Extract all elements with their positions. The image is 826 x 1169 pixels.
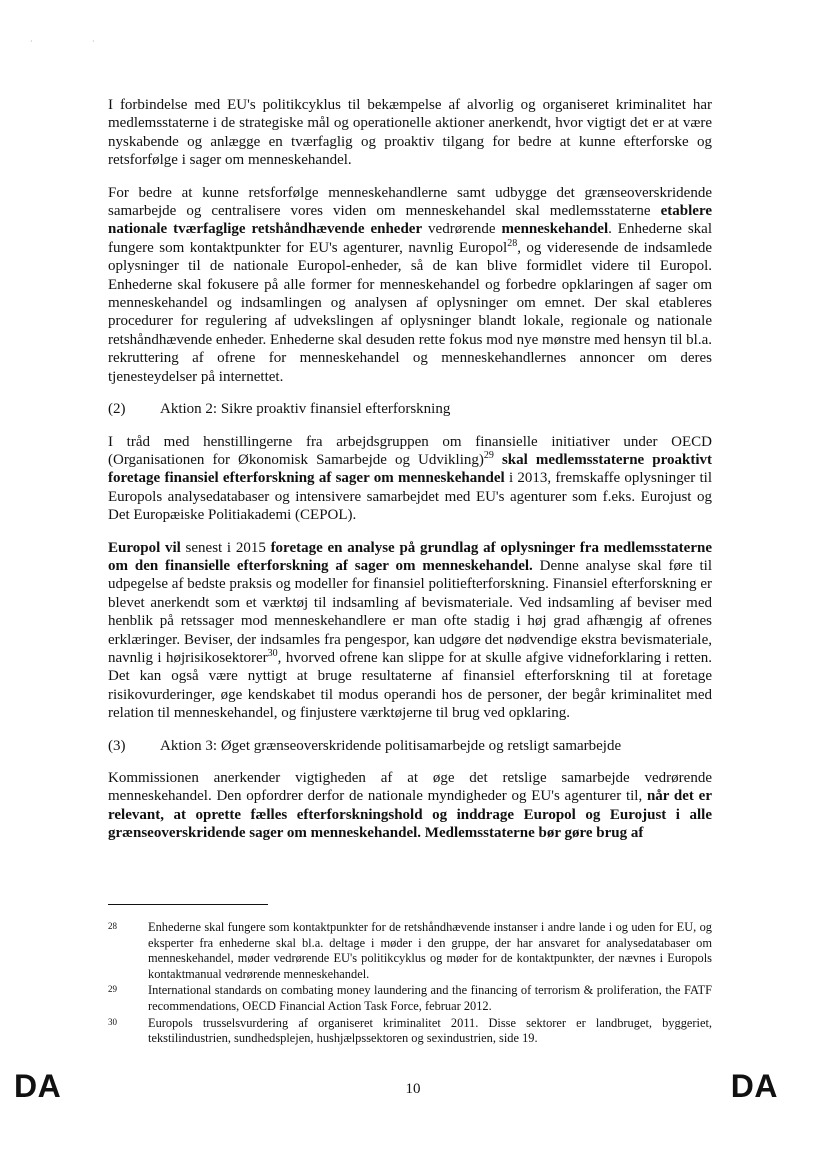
language-code-left: DA	[14, 1068, 62, 1104]
page-number: 10	[405, 1081, 421, 1097]
paragraph-4: Europol vil senest i 2015 foretage en analyse på grundlag af oplysninger fra medlemsstaterne om den finansielle efterforskning af sager om menneskehandel. Denne analyse skal føre til udpegelse af bedste praksis og modeller for finansiel politiefterforskning. Finansiel efterforskning er blevet anerkendt som et værktøj til indsamling af bevismateriale. Ved indsamling af beviser med henblik på retssager mod menneskehandlere er man ofte stadig i høj grad afhængig af ofrenes erklæringer. Beviser, der indsamles fra pengespor, kan udgøre det nødvendige ekstra bevismateriale, navnlig i højrisikosektorer$^{30}$, hvorved ofrene kan slippe for at skulle afgive vidneforklaring i retten. Det kan også være nyttigt at bruge resultaterne af finansiel efterforskning til at foretage risikovurderinger, øge kendskabet til modus operandi hos de personer, der begår kriminalitet med relation til menneskehandel, og finjustere værktøjerne til brug ved opklaring.	[108, 539, 712, 722]
footnote-30	[108, 1016, 712, 1047]
footnotes	[108, 920, 712, 1048]
heading-number: (3)	[108, 737, 126, 754]
section-heading-action-2	[108, 400, 712, 418]
paragraph-5: Kommissionen anerkender vigtigheden af at øge det retslige samarbejde vedrørende menneskehandel. Den opfordrer derfor de nationale myndigheder og EU's agenturer til, når det er relevant, at oprette fælles efterforskningshold og inddrage Europol og Eurojust i alle grænseoverskridende sager om menneskehandel. Medlemsstaterne bør gøre brug af	[108, 770, 712, 842]
footnote-number: 28	[108, 921, 117, 931]
footnote-ref-29[interactable]: 29	[483, 449, 494, 461]
footnote-text: Enhederne skal fungere som kontaktpunkter for de retshåndhævende instanser i andre lande i og uden for EU, og eksperter fra enhederne skal bl.a. deltage i møder i den gruppe, der har ansvaret for analysedatabaser om menneskehandel, møder vedrørende EU's politikcyklus og møder for de kontaktpunkter, der nævnes i Europols kontaktmanual vedrørende menneskehandel.	[148, 920, 712, 981]
footnote-text: International standards on combating money laundering and the financing of terrorism & proliferation, the FATF recommendations, OECD Financial Action Task Force, februar 2012.	[148, 983, 712, 1013]
bold-emphasis: foretage en analyse på grundlag af oplysninger fra medlemsstaterne om den finansielle efterforskning af sager om menneskehandel.	[108, 539, 712, 574]
bold-emphasis: etablere nationale tværfaglige retshåndhævende enheder	[108, 203, 712, 238]
paragraph-1: I forbindelse med EU's politikcyklus til bekæmpelse af alvorlig og organiseret kriminalitet har medlemsstaterne i de strategiske mål og operationelle aktioner anerkendt, hvor vigtigt det er at være nyskabende og anlægge en tværfaglig og proaktiv tilgang for bedre at kunne efterforske og retsforfølge i sager om menneskehandel.	[108, 97, 712, 169]
heading-title: Aktion 3: Øget grænseoverskridende politisamarbejde og retsligt samarbejde	[160, 737, 622, 754]
body-text	[108, 96, 712, 857]
footnote-28	[108, 920, 712, 982]
language-code-right: DA	[730, 1068, 778, 1104]
bold-emphasis: når det er relevant, at oprette fælles efterforskningshold og inddrage Europol og Eurojust i alle grænseoverskridende sager om menneskehandel. Medlemsstaterne bør gøre brug af	[108, 788, 712, 842]
heading-number: (2)	[108, 401, 126, 418]
paragraph-3: I tråd med henstillingerne fra arbejdsgruppen om finansielle initiativer under OECD (Organisationen for Økonomisk Samarbejde og Udvikling)$^{29}$ skal medlemsstaterne proaktivt foretage finansiel efterforskning af sager om menneskehandel i 2013, fremskaffe oplysninger til Europols analysedatabaser og intensivere samarbejdet med EU's agenturer som f.eks. Eurojust og Det Europæiske Politiakademi (CEPOL).	[108, 433, 712, 524]
paragraph-2: For bedre at kunne retsforfølge menneskehandlerne samt udbygge det grænseoverskridende samarbejde og centralisere vores viden om menneskehandel skal medlemsstaterne etablere nationale tværfaglige retshåndhævende enheder vedrørende menneskehandel. Enhederne skal fungere som kontaktpunkter for EU's agenturer, navnlig Europol$^{28}$, og videresende de indsamlede oplysninger til de nationale Europol-enheder, så de kan blive formidlet videre til Europol. Enhederne skal fokusere på alle former for menneskehandel og forbedre opklaringen af sager om menneskehandel og indsamlingen og analysen af oplysninger om emnet. Der skal etableres procedurer for regulering af udvekslingen af oplysninger blandt lokale, regionale og nationale retshåndhævende enheder. Enhederne skal desuden rette fokus mod nye mønstre med hensyn til bl.a. rekruttering af ofrene for menneskehandel og menneskehandlernes annoncer om deres tjenesteydelser på internettet.	[108, 184, 712, 385]
section-heading-action-3	[108, 737, 712, 755]
footnote-ref-30[interactable]: 30	[267, 647, 278, 659]
footnote-number: 29	[108, 984, 117, 995]
heading-title: Aktion 2: Sikre proaktiv finansiel efterforskning	[160, 401, 451, 418]
bold-emphasis: skal medlemsstaterne proaktivt foretage finansiel efterforskning af sager om menneskehandel	[108, 451, 712, 487]
footnote-ref-28[interactable]: 28	[507, 237, 518, 249]
scan-speck: ·	[92, 37, 95, 46]
footnote-29	[108, 983, 712, 1014]
footnote-number: 30	[108, 1016, 117, 1027]
bold-emphasis: menneskehandel	[501, 221, 609, 238]
footnote-text: Europols trusselsvurdering af organiseret kriminalitet 2011. Disse sektorer er landbruget, byggeriet, tekstilindustrien, sundhedsplejen, hushjælpssektoren og sexindustrien, side 19.	[148, 1015, 712, 1046]
scan-speck: ·	[30, 37, 33, 46]
footnote-separator	[108, 904, 268, 905]
bold-emphasis: Europol vil	[108, 539, 181, 556]
